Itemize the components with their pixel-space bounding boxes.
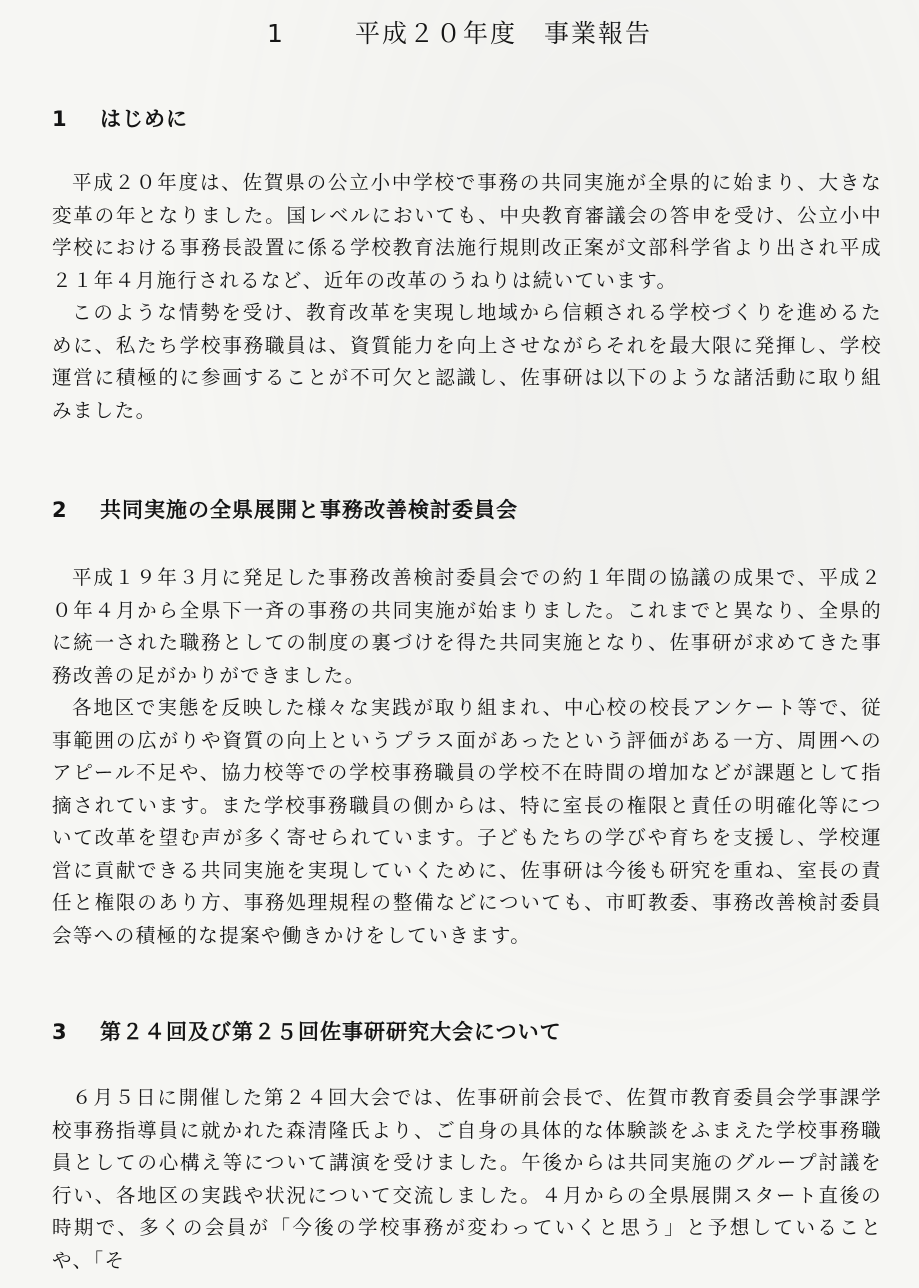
section-number: 1 (52, 107, 68, 131)
section-heading-text: 第２４回及び第２５回佐事研研究大会について (100, 1020, 562, 1044)
page-title (0, 14, 919, 50)
section-heading-text: 共同実施の全県展開と事務改善検討委員会 (100, 498, 518, 522)
section-heading (52, 1016, 882, 1046)
paragraph: 平成２０年度は、佐賀県の公立小中学校で事務の共同実施が全県的に始まり、大きな変革の年となりました。国レベルにおいても、中央教育審議会の答申を受け、公立小中学校における事務長設置に係る学校教育法施行規則改正案が文部科学省より出され平成２１年４月施行されるなど、近年の改革のうねりは続いています。 (52, 171, 882, 292)
section-heading-text: はじめに (100, 107, 188, 131)
page-title-text: 平成２０年度 事業報告 (354, 19, 652, 48)
section-research-conference (52, 1016, 882, 1277)
section-number: 2 (52, 498, 68, 522)
paragraph: ６月５日に開催した第２４回大会では、佐事研前会長で、佐賀市教育委員会学事課学校事務指導員に就かれた森清隆氏より、ご自身の具体的な体験談をふまえた学校事務職員としての心構え等について講演を受けました。午後からは共同実施のグループ討議を行い、各地区の実践や状況について交流しました。４月からの全県展開スタート直後の時期で、多くの会員が「今後の学校事務が変わっていくと思う」と予想していることや、「そ (52, 1086, 882, 1272)
paragraph: 各地区で実態を反映した様々な実践が取り組まれ、中心校の校長アンケート等で、従事範囲の広がりや資質の向上というプラス面があったという評価がある一方、周囲へのアピール不足や、協力校等での学校事務職員の学校不在時間の増加などが課題として指摘されています。また学校事務職員の側からは、特に室長の権限と責任の明確化等について改革を望む声が多く寄せられています。子どもたちの学びや育ちを支援し、学校運営に貢献できる共同実施を実現していくために、佐事研は今後も研究を重ね、室長の責任と権限のあり方、事務処理規程の整備などについても、市町教委、事務改善検討委員会等への積極的な提案や働きかけをしていきます。 (52, 696, 882, 947)
section-heading (52, 103, 882, 133)
section-number: 3 (52, 1020, 68, 1044)
section-joint-implementation (52, 494, 882, 952)
section-introduction (52, 103, 882, 427)
section-heading (52, 494, 882, 524)
paragraph: 平成１９年３月に発足した事務改善検討委員会での約１年間の協議の成果で、平成２０年４月から全県下一斉の事務の共同実施が始まりました。これまでと異なり、全県的に統一された職務としての制度の裏づけを得た共同実施となり、佐事研が求めてきた事務改善の足がかりができました。 (52, 566, 882, 687)
paragraph: このような情勢を受け、教育改革を実現し地域から信頼される学校づくりを進めるために、私たち学校事務職員は、資質能力を向上させながらそれを最大限に発揮し、学校運営に積極的に参画することが不可欠と認識し、佐事研は以下のような諸活動に取り組みました。 (52, 301, 882, 422)
page-title-number: 1 (267, 19, 285, 48)
